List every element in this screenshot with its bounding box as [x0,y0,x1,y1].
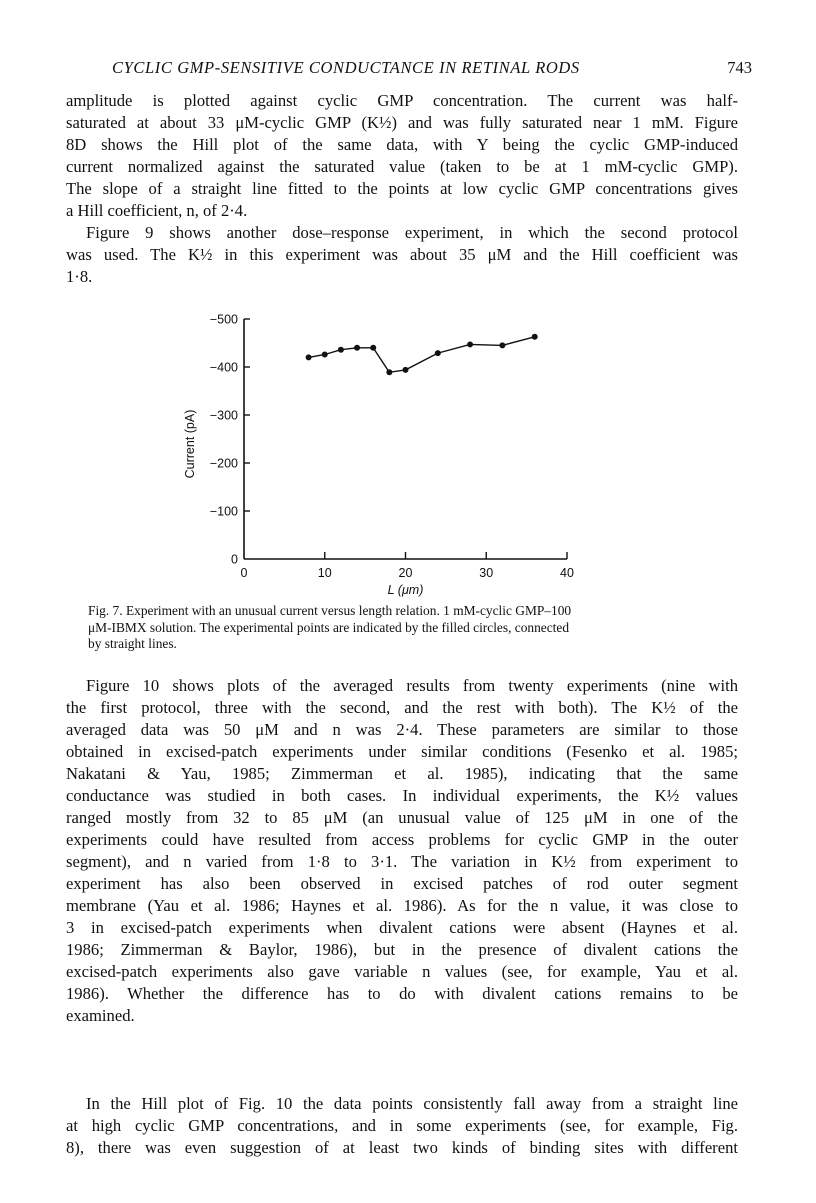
text-line: Nakatani & Yau, 1985; Zimmerman et al. 1985), indicating that the same [66,764,738,783]
data-point [467,341,473,347]
current-vs-length-chart [180,306,600,606]
page-number: 743 [727,58,752,77]
series-line [309,337,535,373]
x-tick-label: 30 [479,566,494,580]
text-line: excised-patch experiments also gave variable n values (see, for example, Yau et al. [66,962,738,981]
y-tick-label: −500 [209,312,238,327]
paragraph-hill-plot [66,90,738,222]
text-line: 1986). Whether the difference has to do with divalent cations remains to be [66,984,738,1003]
text-line: amplitude is plotted against cyclic GMP concentration. The current was half- [66,91,738,110]
data-point [435,350,441,356]
text-line: 3 in excised-patch experiments when divalent cations were absent (Haynes et al. [66,918,738,937]
text-line: 8D shows the Hill plot of the same data, with Y being the cyclic GMP-induced [66,135,738,154]
caption-line: Fig. 7. Experiment with an unusual current versus length relation. 1 mM-cyclic GMP–100 [88,603,572,618]
caption-line: by straight lines. [88,636,177,651]
data-point [532,334,538,340]
caption-line: μM-IBMX solution. The experimental points are indicated by the filled circles, connected [88,619,570,635]
text-line: averaged data was 50 μM and n was 2·4. These parameters are similar to those [66,720,738,739]
y-axis-label: Current (pA) [183,409,197,479]
text-line: the first protocol, three with the second, and the rest with both). The K½ of the [66,698,738,717]
paragraph-figure-9 [66,222,738,288]
text-line: conductance was studied in both cases. In individual experiments, the K½ values [66,786,738,805]
x-tick-label: 20 [398,566,413,580]
data-point [386,369,392,375]
running-title: CYCLIC GMP-SENSITIVE CONDUCTANCE IN RETINAL RODS [112,58,580,77]
x-axis-label: L (μm) [387,583,424,597]
data-point [403,367,409,373]
y-tick-label: −200 [209,456,238,471]
y-tick-label: −400 [209,360,238,375]
running-header [66,58,752,80]
paragraph-hill-plot-deviation [66,1093,738,1159]
text-line: 1986; Zimmerman & Baylor, 1986), but in the presence of divalent cations the [66,940,738,959]
data-point [338,347,344,353]
text-line: The slope of a straight line fitted to the points at low cyclic GMP concentrations gives [66,179,738,198]
text-line: was used. The K½ in this experiment was about 35 μM and the Hill coefficient was [66,245,738,264]
x-tick-label: 10 [317,566,332,580]
text-line: 1·8. [66,267,93,286]
paragraph-figure-10 [66,675,738,1027]
text-line: experiment has also been observed in excised patches of rod outer segment [66,874,738,893]
text-line: segment), and n varied from 1·8 to 3·1. The variation in K½ from experiment to [66,852,738,871]
y-tick-label: −300 [209,408,238,423]
text-line: examined. [66,1006,135,1025]
x-tick-label: 0 [240,566,248,580]
data-point [306,354,312,360]
text-line: a Hill coefficient, n, of 2·4. [66,201,248,220]
text-line: experiments could have resulted from access problems for cyclic GMP in the outer [66,830,738,849]
text-line: current normalized against the saturated value (taken to be at 1 mM-cyclic GMP). [66,157,738,176]
figure-caption [88,603,712,653]
text-line: 8), there was even suggestion of at least two kinds of binding sites with different [66,1138,738,1157]
data-point [354,345,360,351]
text-line: membrane (Yau et al. 1986; Haynes et al. 1986). As for the n value, it was close to [66,896,738,915]
y-tick-label: 0 [231,552,238,567]
text-line: Figure 10 shows plots of the averaged results from twenty experiments (nine with [86,676,738,695]
data-point [322,352,328,358]
text-line: Figure 9 shows another dose–response experiment, in which the second protocol [86,223,738,242]
data-point [370,345,376,351]
data-point [499,342,505,348]
y-tick-label: −100 [209,504,238,519]
text-line: obtained in excised-patch experiments under similar conditions (Fesenko et al. 1985; [66,742,738,761]
figure-7 [180,306,600,606]
text-line: ranged mostly from 32 to 85 μM (an unusual value of 125 μM in one of the [66,808,738,827]
text-line: In the Hill plot of Fig. 10 the data points consistently fall away from a straight line [86,1094,738,1113]
x-tick-label: 40 [560,566,574,580]
text-line: saturated at about 33 μM-cyclic GMP (K½) and was fully saturated near 1 mM. Figure [66,113,738,132]
text-line: at high cyclic GMP concentrations, and in some experiments (see, for example, Fig. [66,1116,738,1135]
